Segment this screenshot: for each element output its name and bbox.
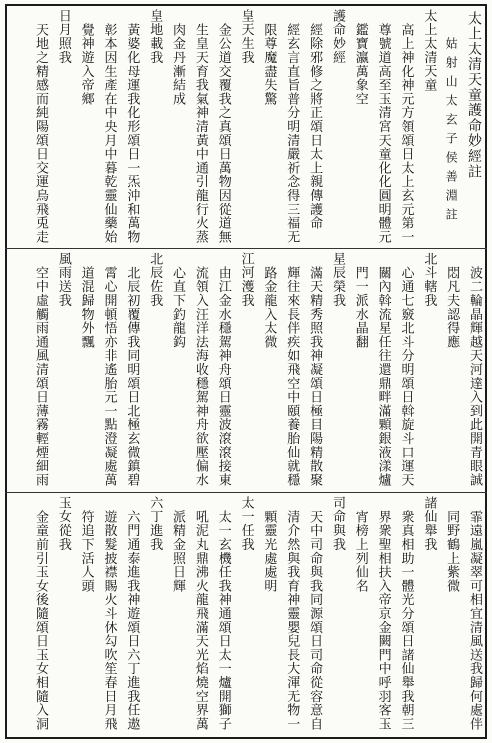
commentary-column: 天地之精感而純陽頌日交運烏飛兎走	[32, 22, 48, 244]
commentary-column: 符追下活人頭	[78, 509, 94, 593]
commentary-column: 流領入汪洋法海收穩駕神舟欲壓偏水	[192, 265, 208, 487]
commentary-column: 由江金水穩駕神舟頌日靈波滾滾接東	[215, 265, 231, 487]
band-divider	[5, 248, 487, 249]
commentary-column: 清介然與我育神靈嬰兒長大渾无物一	[284, 509, 300, 731]
section-heading: 太上太清天童	[421, 9, 437, 92]
section-heading: 風雨送我	[55, 252, 71, 308]
commentary-column: 黃婆化母運我化形頌日一炁沖和萬物	[124, 22, 140, 244]
commentary-column: 派精金照日輝	[170, 509, 186, 593]
section-heading: 星辰榮我	[329, 252, 345, 308]
commentary-column: 心直下釣龍鈎	[170, 265, 186, 349]
commentary-column: 宵榜上列仙名	[352, 509, 368, 593]
page-band-top	[28, 9, 485, 245]
section-heading: 玉女從我	[55, 496, 71, 552]
commentary-column: 路金龍入太微	[261, 265, 277, 349]
commentary-column: 經除邪修之將正頌日太上親傳護命	[307, 22, 323, 230]
commentary-column: 衆真相助一體光分頌日諸仙舉我朝三	[398, 509, 414, 731]
commentary-column: 覺神遊入帝鄉	[78, 22, 94, 106]
commentary-column: 生皇天育我氣神清黃中通引龍行火蒸	[192, 22, 208, 244]
commentary-column: 霄心開頓悟亦非遙胎元一點澄凝處萬	[101, 265, 117, 487]
section-heading: 皇地載我	[147, 9, 163, 65]
commentary-column: 空中虛觸雨通風清頌日薄霧輕煙細雨	[32, 265, 48, 487]
section-heading: 北辰佐我	[147, 252, 163, 308]
page-band-middle	[28, 252, 485, 488]
commentary-column: 滿天精秀照我神凝頌日極目陽精散聚	[307, 265, 323, 487]
section-heading: 護命妙經	[329, 9, 345, 65]
commentary-column: 太一玄機任我神通頌日太一爐開獅子	[215, 509, 231, 731]
section-heading: 北斗轄我	[421, 252, 437, 308]
commentary-column: 悶凡夫認得應	[444, 265, 460, 349]
section-heading: 司命與我	[329, 496, 345, 552]
section-heading: 諸仙舉我	[421, 496, 437, 552]
commentary-column: 道混歸物外飄	[78, 265, 94, 349]
commentary-column: 經玄言直旨普分明清嚴祈念得三福无	[284, 22, 300, 244]
band-divider	[5, 492, 487, 493]
commentary-column: 遊散髮披襟賜火斗休勾吹笙春日月飛	[101, 509, 117, 731]
section-heading: 六丁進我	[147, 496, 163, 552]
author-line: 姑射山太玄子侯善淵註	[444, 37, 459, 227]
section-heading: 江河濩我	[238, 252, 254, 308]
commentary-column: 關內斡流星任往還鼎畔滿顆銀液漾爐	[375, 265, 391, 487]
section-heading: 日月照我	[55, 9, 71, 65]
section-heading: 太一任我	[238, 496, 254, 552]
commentary-column: 鑑寶瀛萬象空	[352, 22, 368, 106]
commentary-column: 北辰初覆傳我同明頌日北極玄微鎮碧	[124, 265, 140, 487]
page-band-bottom	[28, 496, 485, 732]
commentary-column: 輝往來長伴疾如飛空中頤養胎仙就穩	[284, 265, 300, 487]
commentary-column: 顆靈光處處明	[261, 509, 277, 593]
commentary-column: 天中司命與我同源頌日司命從容意自	[307, 509, 323, 731]
commentary-column: 波二輪晶輝越天河達入到此開青眼誠	[467, 265, 482, 487]
commentary-column: 門一派水晶翻	[352, 265, 368, 349]
commentary-column: 金公道交覆我之真頌日萬物因從道無	[215, 22, 231, 244]
commentary-column: 彰本因生產在中央月中暮乾靈仙藥始	[101, 22, 117, 244]
document-title: 太上太清天童護命妙經註	[466, 11, 482, 180]
commentary-column: 尊號道高至玉清宮天童化化圓明體元	[375, 22, 391, 244]
section-heading: 皇天生我	[238, 9, 254, 65]
commentary-column: 六門通泰進我神遊頌日六丁進我任遨	[124, 509, 140, 731]
commentary-column: 金童前引玉女後隨頌日玉女相隨入洞	[32, 509, 48, 731]
commentary-column: 肉金丹漸結成	[170, 22, 186, 106]
commentary-column: 高上神化神元方領頌日太上玄元第一	[398, 22, 414, 244]
commentary-column: 限尊魔盡失驚	[261, 22, 277, 106]
commentary-column: 霏遠嵐凝翠可相宜清風送我歸何處伴	[467, 509, 482, 731]
commentary-column: 吼泥丸鼎沸火龍飛滿天光焰燒空界萬	[192, 509, 208, 731]
commentary-column: 同野鶴上紫微	[444, 509, 460, 593]
commentary-column: 界衆聖相扶入帝京金闕門中呼羽客玉	[375, 509, 391, 731]
commentary-column: 心通七竅北斗分明頌日斡旋斗口運天	[398, 265, 414, 487]
